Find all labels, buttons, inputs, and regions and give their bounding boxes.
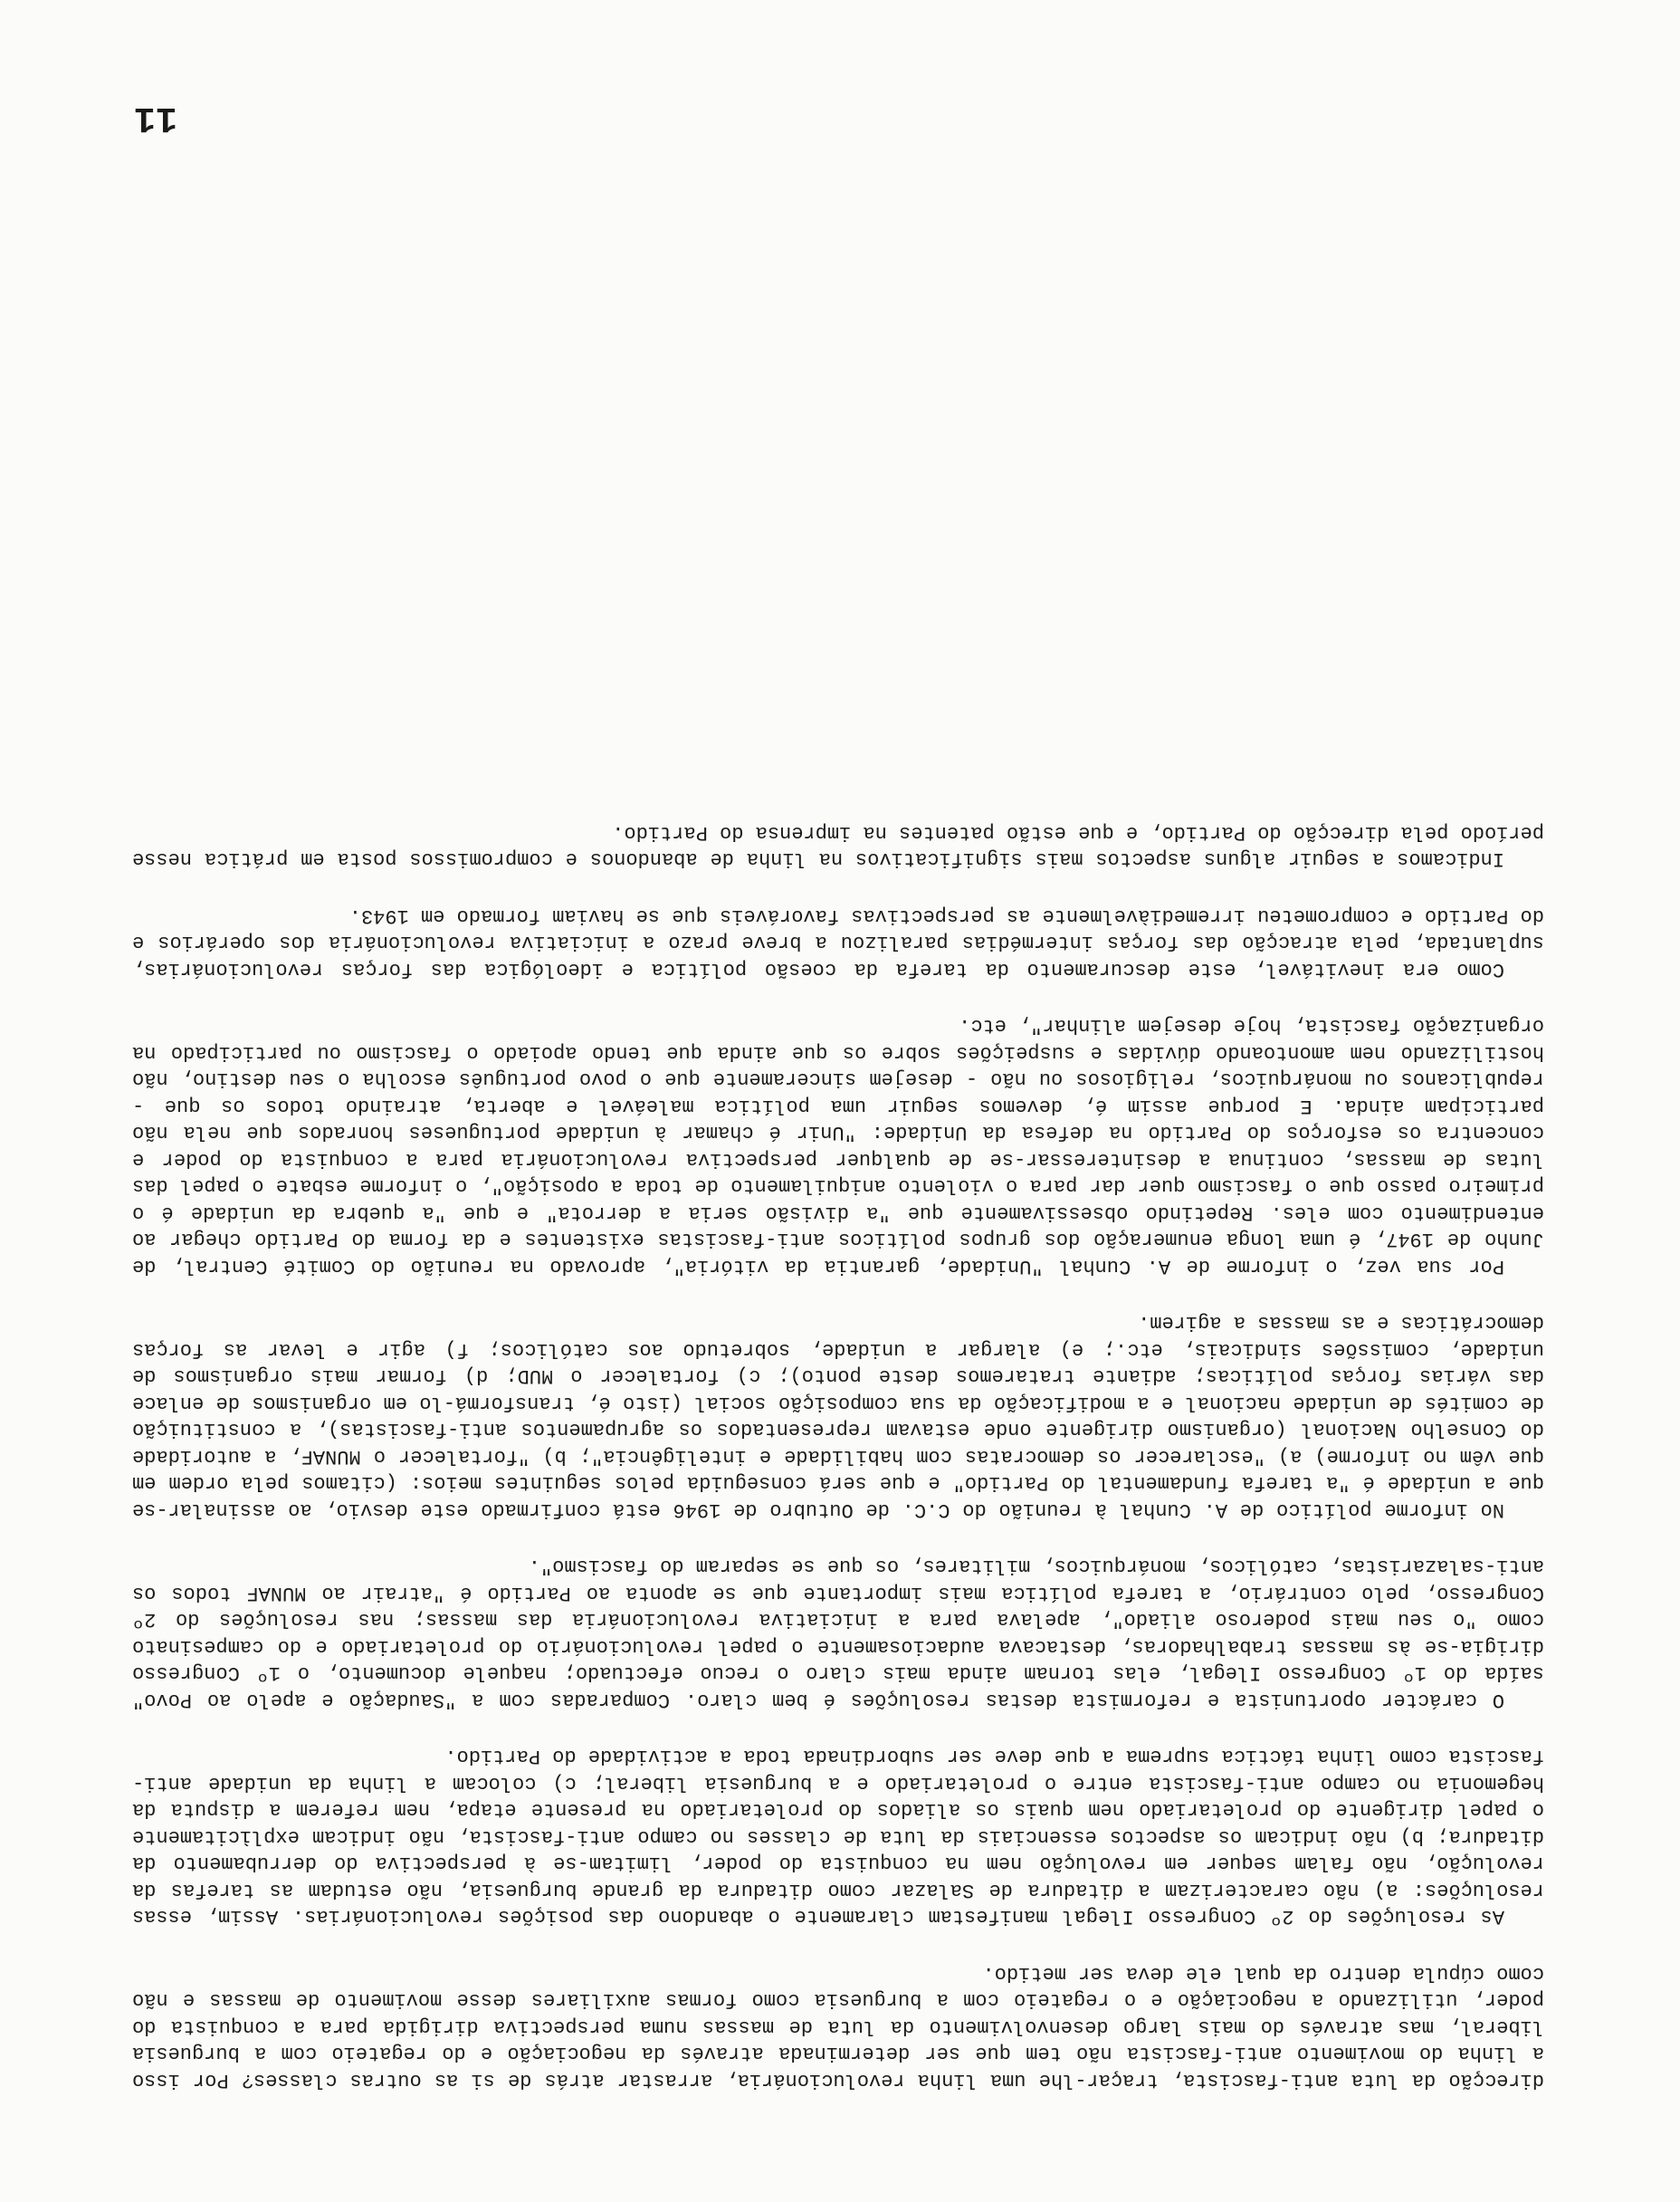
document-body	[132, 819, 1544, 2094]
paragraph-congress-resolutions: As resoluções do 2º Congresso Ilegal manifestam claramente o abandono das posições revolucionárias. Assim, essas resoluções: a) não caracterizam a ditadura de Salazar como ditadura da grande burguesia, não estudam as tarefas da revolução, não falam sequer em revolução nem na conquista do poder, limitam-se à perspectiva do derrubamento da ditadura; b) não indicam os aspectos essenciais da luta de classes no campo anti-fascista, não indicam explìcitamente o papel dirigente do proletariado nem quais os aliados do proletariado na presente etapa, nem referem a disputa da hegemonia no campo anti-fascista entre o proletariado e a burguesia liberal; c) colocam a linha da unidade anti-fascista como linha táctica suprema a que deve ser subordinada toda a actividade do Partido.	[132, 1745, 1544, 1929]
page-number: 11	[133, 97, 177, 138]
paragraph-indications: Indicamos a seguir alguns aspectos mais significativos na linha de abandonos e compromissos posta em prática nesse período pela direcção do Partido, e que estão patentes na imprensa do Partido.	[132, 821, 1544, 871]
paragraph-continuation: direcção da luta anti-fascista, traçar-lhe uma linha revolucionária, arrastar atrás de si as outras classes? Por isso a linha do movimento anti-fascista não tem que ser determinada através da negociação e do regateio com a burguesia liberal, mas através do mais largo desenvolvimento da luta de massas numa perspectiva dirigida para a conquista do poder, utilizando a negociação e o regateio com a burguesia como formas auxiliares desse movimento de massas e não como cúpula dentro da qual ele deva ser metido.	[132, 1962, 1544, 2092]
paragraph-political-report-1946: No informe político de A. Cunhal à reunião do C.C. de Outubro de 1946 está confirmado este desvio, ao assinalar-se que a unidade é "a tarefa fundamental do Partido" e que será conseguida pelos seguintes meios: (citamos pela ordem em que vêm no informe) a) "esclarecer os democratas com habilidade e inteligência"; b) "fortalecer o MUNAF, a autoridade do Conselho Nacional (organismo dirigente onde estavam representados os agrupamentos anti-fascistas), a constituição de comités de unidade nacional e a modificação da sua composição social (isto é, transformá-lo em organismos de enlace das várias forças políticas; adiante trataremos deste ponto); c) fortalecer o MUD; d) formar mais organismos de unidade, comissões sindicais, etc.; e) alargar a unidade, sobretudo aos católicos; f) agir e levar as forças democráticas e as massas a agirem.	[132, 1311, 1544, 1521]
paragraph-opportunist-character: O carácter oportunista e reformista destas resoluções é bem claro. Comparadas com a "Saudação e apelo ao Povo" saída do 1º Congresso Ilegal, elas tornam ainda mais claro o recuo efectuado; naquele documento, o 1º Congresso dirigia-se às massas trabalhadoras, destacava audaciosamente o papel revolucionário do proletariado e do campesinato como "o seu mais poderoso aliado", apelava para a iniciativa revolucionária das massas; nas resoluções do 2º Congresso, pelo contrário, a tarefa política mais importante que se aponta ao Partido é "atrair ao MUNAF todos os anti-salazaristas, católicos, monárquicos, militares, os que se separam do fascismo".	[132, 1555, 1544, 1711]
paragraph-unity-report-1947: Por sua vez, o informe de A. Cunhal "Unidade, garantia da vitória", aprovado na reunião do Comité Central, de Junho de 1947, é uma longa enumeração dos grupos políticos anti-fascistas existentes e da forma do Partido chegar ao entendimento com eles. Repetindo obsessivamente que "a divisão seria a derrota" e que "a quebra da unidade é o primeiro passo que o fascismo quer dar para o violento aniquilamento de toda a oposição", o informe esbate o papel das lutas de massas, continua a desinteressar-se de qualquer perspectiva revolucionária para a conquista do poder e concentra os esforços do Partido na defesa da Unidade: "Unir é chamar à unidade portugueses honrados que nela não participam ainda. E porque assim é, devemos seguir uma política maleável e aberta, atraindo todos os que - republicanos ou monárquicos, religiosos ou não - desejem sinceramente que o povo português escolha o seu destino, não hostilizando nem amontoando dúvidas e suspeições sobre os que ainda que tendo apoiado o fascismo ou participado na organização fascista, hoje desejem alinhar", etc.	[132, 1014, 1544, 1278]
paragraph-inevitable-consequence: Como era inevitável, este descuramento da tarefa da coesão política e ideológica das forças revolucionárias, suplantada, pela atracção das forças intermédias paralizou a breve prazo a iniciativa revolucionária dos operários e do Partido e comprometeu irremediàvelmente as perspectivas favoráveis que se haviam formado em 1943.	[132, 905, 1544, 981]
